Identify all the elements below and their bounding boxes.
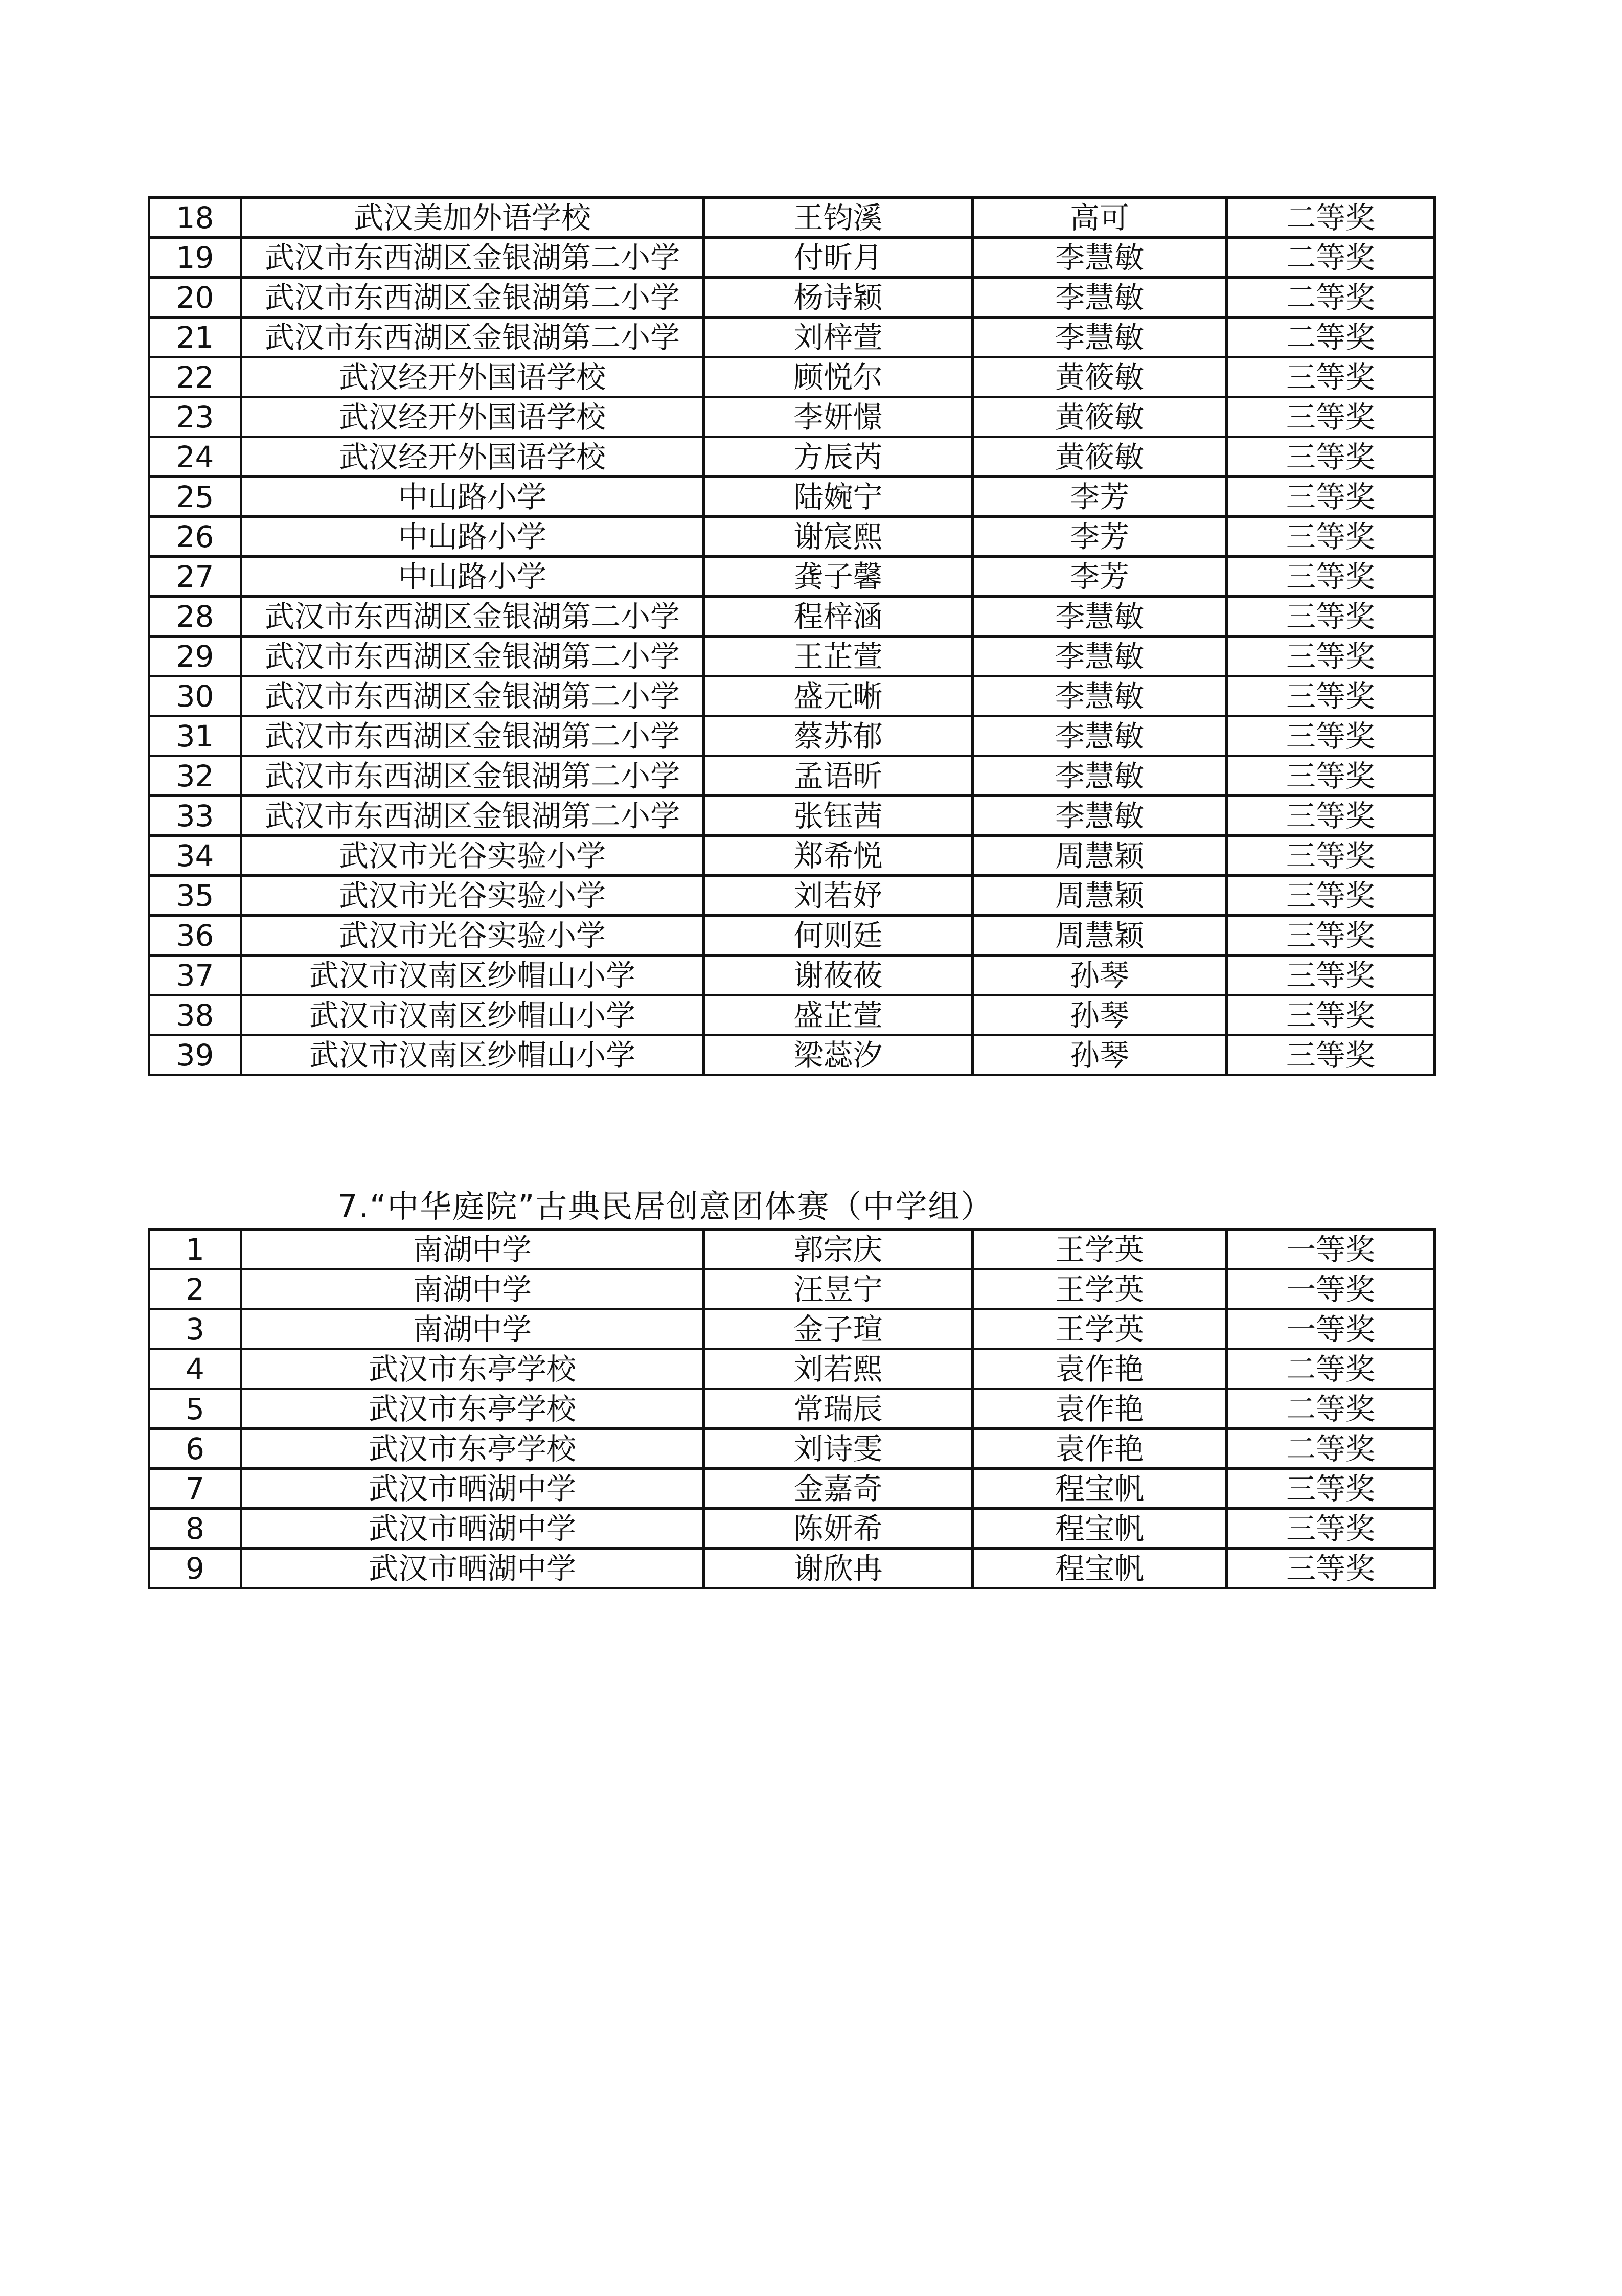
cell-number: 28 <box>149 597 241 636</box>
cell-teacher: 孙琴 <box>973 995 1227 1035</box>
cell-student: 张钰茜 <box>704 796 973 836</box>
cell-student: 何则廷 <box>704 916 973 956</box>
cell-teacher: 黄筱敏 <box>973 357 1227 397</box>
cell-school: 武汉市晒湖中学 <box>241 1549 704 1588</box>
cell-award: 三等奖 <box>1227 716 1435 756</box>
cell-student: 谢欣冉 <box>704 1549 973 1588</box>
table-row <box>149 716 1435 756</box>
cell-student: 金嘉奇 <box>704 1469 973 1509</box>
cell-award: 一等奖 <box>1227 1309 1435 1349</box>
cell-school: 武汉市汉南区纱帽山小学 <box>241 1035 704 1075</box>
cell-student: 盛元晰 <box>704 676 973 716</box>
table-row <box>149 916 1435 956</box>
cell-school: 武汉市东亭学校 <box>241 1349 704 1389</box>
cell-number: 21 <box>149 317 241 357</box>
cell-teacher: 李慧敏 <box>973 796 1227 836</box>
table-row <box>149 1389 1435 1429</box>
cell-student: 龚子馨 <box>704 557 973 597</box>
table-row <box>149 437 1435 477</box>
cell-teacher: 周慧颖 <box>973 916 1227 956</box>
table-row <box>149 357 1435 397</box>
cell-school: 武汉市东亭学校 <box>241 1389 704 1429</box>
cell-student: 李妍憬 <box>704 397 973 437</box>
cell-award: 二等奖 <box>1227 1389 1435 1429</box>
cell-student: 刘若熙 <box>704 1349 973 1389</box>
table-row <box>149 676 1435 716</box>
table-row <box>149 1035 1435 1075</box>
cell-teacher: 袁作艳 <box>973 1389 1227 1429</box>
cell-award: 三等奖 <box>1227 517 1435 557</box>
cell-teacher: 孙琴 <box>973 1035 1227 1075</box>
cell-teacher: 李芳 <box>973 477 1227 517</box>
table-row <box>149 956 1435 995</box>
table-row <box>149 756 1435 796</box>
cell-award: 二等奖 <box>1227 1429 1435 1469</box>
cell-number: 1 <box>149 1230 241 1269</box>
cell-teacher: 周慧颖 <box>973 876 1227 916</box>
cell-number: 31 <box>149 716 241 756</box>
cell-number: 32 <box>149 756 241 796</box>
cell-teacher: 黄筱敏 <box>973 397 1227 437</box>
table-row <box>149 1230 1435 1269</box>
cell-school: 武汉市光谷实验小学 <box>241 836 704 876</box>
cell-student: 程梓涵 <box>704 597 973 636</box>
cell-student: 常瑞辰 <box>704 1389 973 1429</box>
cell-award: 三等奖 <box>1227 437 1435 477</box>
cell-teacher: 李慧敏 <box>973 317 1227 357</box>
cell-award: 三等奖 <box>1227 597 1435 636</box>
cell-number: 3 <box>149 1309 241 1349</box>
cell-teacher: 周慧颖 <box>973 836 1227 876</box>
table-row <box>149 1509 1435 1549</box>
cell-teacher: 李慧敏 <box>973 636 1227 676</box>
cell-student: 郑希悦 <box>704 836 973 876</box>
cell-number: 4 <box>149 1349 241 1389</box>
cell-student: 刘梓萱 <box>704 317 973 357</box>
cell-school: 武汉市东西湖区金银湖第二小学 <box>241 597 704 636</box>
cell-student: 汪昱宁 <box>704 1269 973 1309</box>
cell-teacher: 袁作艳 <box>973 1349 1227 1389</box>
award-table-primary <box>148 196 1436 1076</box>
table-row <box>149 836 1435 876</box>
cell-teacher: 王学英 <box>973 1309 1227 1349</box>
cell-school: 中山路小学 <box>241 557 704 597</box>
cell-student: 盛芷萱 <box>704 995 973 1035</box>
table-row <box>149 317 1435 357</box>
award-table-middle-school <box>148 1228 1436 1589</box>
table-row <box>149 1269 1435 1309</box>
cell-award: 三等奖 <box>1227 756 1435 796</box>
cell-number: 30 <box>149 676 241 716</box>
cell-number: 37 <box>149 956 241 995</box>
cell-student: 杨诗颖 <box>704 278 973 317</box>
table-row <box>149 397 1435 437</box>
table-row <box>149 1309 1435 1349</box>
award-table-primary-body <box>149 198 1435 1075</box>
cell-school: 武汉经开外国语学校 <box>241 397 704 437</box>
cell-school: 南湖中学 <box>241 1269 704 1309</box>
award-table-middle-school-body <box>149 1230 1435 1588</box>
cell-school: 武汉市东西湖区金银湖第二小学 <box>241 756 704 796</box>
cell-award: 三等奖 <box>1227 357 1435 397</box>
cell-school: 武汉市汉南区纱帽山小学 <box>241 956 704 995</box>
cell-award: 二等奖 <box>1227 238 1435 278</box>
cell-award: 三等奖 <box>1227 1549 1435 1588</box>
cell-teacher: 王学英 <box>973 1269 1227 1309</box>
cell-teacher: 李慧敏 <box>973 597 1227 636</box>
cell-student: 梁蕊汐 <box>704 1035 973 1075</box>
cell-number: 36 <box>149 916 241 956</box>
table-row <box>149 876 1435 916</box>
cell-student: 付昕月 <box>704 238 973 278</box>
cell-award: 二等奖 <box>1227 198 1435 238</box>
table-row <box>149 1549 1435 1588</box>
table-row <box>149 995 1435 1035</box>
cell-number: 20 <box>149 278 241 317</box>
cell-student: 孟语昕 <box>704 756 973 796</box>
table-row <box>149 1349 1435 1389</box>
cell-award: 三等奖 <box>1227 956 1435 995</box>
cell-student: 顾悦尔 <box>704 357 973 397</box>
cell-school: 武汉市晒湖中学 <box>241 1469 704 1509</box>
cell-award: 三等奖 <box>1227 916 1435 956</box>
table-row <box>149 1429 1435 1469</box>
cell-teacher: 李慧敏 <box>973 716 1227 756</box>
cell-student: 陆婉宁 <box>704 477 973 517</box>
cell-award: 三等奖 <box>1227 796 1435 836</box>
cell-student: 谢莜莜 <box>704 956 973 995</box>
cell-number: 23 <box>149 397 241 437</box>
cell-school: 武汉经开外国语学校 <box>241 357 704 397</box>
cell-teacher: 李芳 <box>973 557 1227 597</box>
cell-number: 5 <box>149 1389 241 1429</box>
cell-teacher: 李慧敏 <box>973 676 1227 716</box>
cell-school: 中山路小学 <box>241 477 704 517</box>
cell-number: 22 <box>149 357 241 397</box>
cell-school: 武汉市光谷实验小学 <box>241 916 704 956</box>
table-row <box>149 517 1435 557</box>
cell-number: 9 <box>149 1549 241 1588</box>
cell-student: 方辰芮 <box>704 437 973 477</box>
cell-award: 三等奖 <box>1227 1469 1435 1509</box>
cell-teacher: 李慧敏 <box>973 756 1227 796</box>
cell-award: 三等奖 <box>1227 676 1435 716</box>
cell-school: 武汉市东西湖区金银湖第二小学 <box>241 636 704 676</box>
cell-teacher: 李慧敏 <box>973 238 1227 278</box>
cell-award: 三等奖 <box>1227 1035 1435 1075</box>
table-row <box>149 597 1435 636</box>
cell-award: 二等奖 <box>1227 317 1435 357</box>
cell-school: 武汉市东亭学校 <box>241 1429 704 1469</box>
cell-school: 武汉市光谷实验小学 <box>241 876 704 916</box>
cell-school: 武汉市东西湖区金银湖第二小学 <box>241 796 704 836</box>
cell-school: 武汉市东西湖区金银湖第二小学 <box>241 317 704 357</box>
cell-school: 武汉市晒湖中学 <box>241 1509 704 1549</box>
cell-student: 蔡苏郁 <box>704 716 973 756</box>
cell-award: 三等奖 <box>1227 557 1435 597</box>
cell-student: 王钧溪 <box>704 198 973 238</box>
cell-teacher: 袁作艳 <box>973 1429 1227 1469</box>
cell-number: 2 <box>149 1269 241 1309</box>
cell-number: 18 <box>149 198 241 238</box>
cell-award: 三等奖 <box>1227 397 1435 437</box>
cell-teacher: 李慧敏 <box>973 278 1227 317</box>
cell-teacher: 程宝帆 <box>973 1549 1227 1588</box>
cell-school: 南湖中学 <box>241 1309 704 1349</box>
cell-school: 武汉市东西湖区金银湖第二小学 <box>241 676 704 716</box>
cell-school: 武汉市东西湖区金银湖第二小学 <box>241 238 704 278</box>
cell-number: 7 <box>149 1469 241 1509</box>
cell-student: 郭宗庆 <box>704 1230 973 1269</box>
table-row <box>149 1469 1435 1509</box>
section-heading: 7.“中华庭院”古典民居创意团体赛（中学组） <box>337 1188 994 1225</box>
cell-number: 29 <box>149 636 241 676</box>
cell-number: 19 <box>149 238 241 278</box>
cell-teacher: 黄筱敏 <box>973 437 1227 477</box>
cell-number: 8 <box>149 1509 241 1549</box>
cell-award: 三等奖 <box>1227 995 1435 1035</box>
cell-school: 南湖中学 <box>241 1230 704 1269</box>
cell-student: 刘若妤 <box>704 876 973 916</box>
cell-school: 中山路小学 <box>241 517 704 557</box>
table-row <box>149 278 1435 317</box>
cell-number: 38 <box>149 995 241 1035</box>
cell-award: 三等奖 <box>1227 636 1435 676</box>
cell-teacher: 高可 <box>973 198 1227 238</box>
cell-number: 25 <box>149 477 241 517</box>
cell-award: 三等奖 <box>1227 876 1435 916</box>
cell-student: 王芷萱 <box>704 636 973 676</box>
cell-award: 三等奖 <box>1227 836 1435 876</box>
cell-student: 陈妍希 <box>704 1509 973 1549</box>
cell-school: 武汉经开外国语学校 <box>241 437 704 477</box>
cell-award: 一等奖 <box>1227 1269 1435 1309</box>
table-row <box>149 557 1435 597</box>
cell-teacher: 程宝帆 <box>973 1469 1227 1509</box>
cell-number: 24 <box>149 437 241 477</box>
cell-number: 34 <box>149 836 241 876</box>
cell-student: 谢宸熙 <box>704 517 973 557</box>
table-row <box>149 796 1435 836</box>
cell-award: 一等奖 <box>1227 1230 1435 1269</box>
cell-teacher: 王学英 <box>973 1230 1227 1269</box>
cell-teacher: 孙琴 <box>973 956 1227 995</box>
cell-student: 刘诗雯 <box>704 1429 973 1469</box>
cell-number: 26 <box>149 517 241 557</box>
cell-award: 三等奖 <box>1227 477 1435 517</box>
cell-number: 35 <box>149 876 241 916</box>
cell-number: 33 <box>149 796 241 836</box>
table-row <box>149 477 1435 517</box>
table-row <box>149 198 1435 238</box>
cell-teacher: 李芳 <box>973 517 1227 557</box>
table-row <box>149 636 1435 676</box>
cell-number: 39 <box>149 1035 241 1075</box>
cell-number: 27 <box>149 557 241 597</box>
cell-school: 武汉市汉南区纱帽山小学 <box>241 995 704 1035</box>
cell-award: 二等奖 <box>1227 278 1435 317</box>
cell-student: 金子瑄 <box>704 1309 973 1349</box>
table-row <box>149 238 1435 278</box>
cell-award: 二等奖 <box>1227 1349 1435 1389</box>
cell-award: 三等奖 <box>1227 1509 1435 1549</box>
cell-school: 武汉市东西湖区金银湖第二小学 <box>241 716 704 756</box>
cell-school: 武汉美加外语学校 <box>241 198 704 238</box>
cell-number: 6 <box>149 1429 241 1469</box>
cell-school: 武汉市东西湖区金银湖第二小学 <box>241 278 704 317</box>
cell-teacher: 程宝帆 <box>973 1509 1227 1549</box>
